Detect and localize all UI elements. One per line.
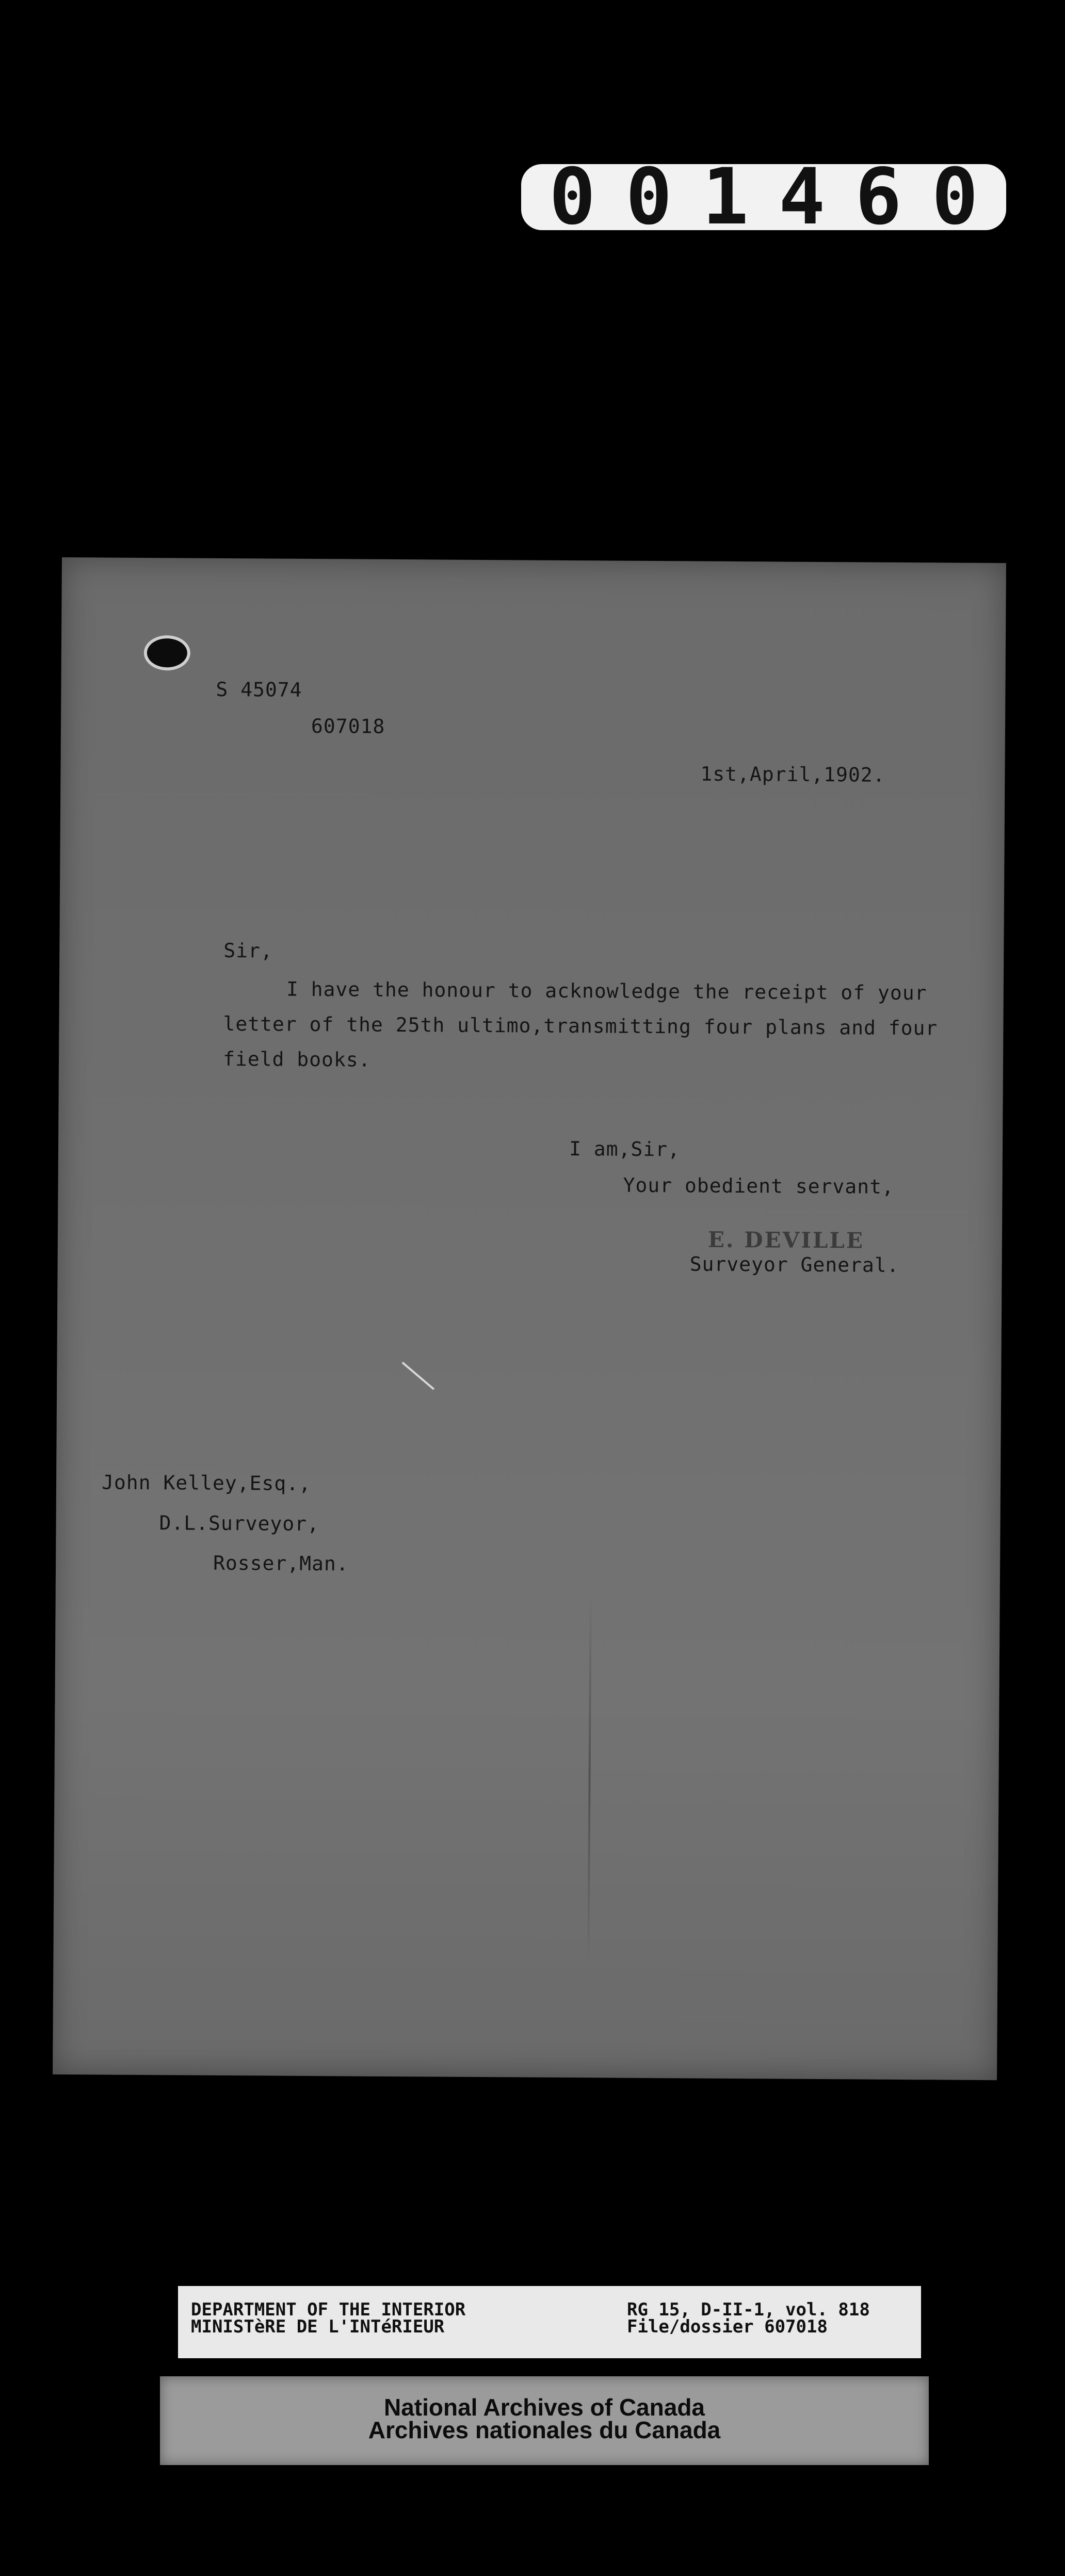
- addressee-name: John Kelley,Esq.,: [101, 1471, 312, 1495]
- archives-name-en: National Archives of Canada: [383, 2394, 705, 2421]
- addressee-location: Rosser,Man.: [213, 1551, 349, 1575]
- letter-date: 1st,April,1902.: [700, 762, 885, 786]
- record-group: RG 15, D-II-1, vol. 818: [627, 2299, 870, 2320]
- body-line: I have the honour to acknowledge the receipt of your: [286, 977, 927, 1005]
- closing-servant: Your obedient servant,: [623, 1173, 895, 1198]
- fold-line: [587, 1592, 591, 1964]
- file-number: 607018: [311, 714, 385, 738]
- department-en: DEPARTMENT OF THE INTERIOR: [191, 2299, 466, 2320]
- closing: I am,Sir,: [569, 1137, 681, 1161]
- file-reference: S 45074: [216, 678, 302, 701]
- frame-number: 001460: [549, 152, 1008, 242]
- letter-page: [53, 557, 1006, 2080]
- department-label: [178, 2286, 921, 2358]
- frame-number-label: [521, 152, 1008, 242]
- signature-stamp: E. DEVILLE: [707, 1227, 865, 1253]
- addressee-title: D.L.Surveyor,: [159, 1511, 320, 1536]
- signer-title: Surveyor General.: [689, 1252, 899, 1277]
- archives-name-fr: Archives nationales du Canada: [368, 2417, 721, 2443]
- file-dossier: File/dossier 607018: [627, 2316, 828, 2337]
- body-line: field books.: [222, 1047, 371, 1071]
- archives-label: [160, 2376, 929, 2465]
- department-fr: MINISTèRE DE L'INTéRIEUR: [191, 2316, 445, 2337]
- salutation: Sir,: [223, 939, 273, 962]
- body-line: letter of the 25th ultimo,transmitting four plans and four: [223, 1012, 938, 1040]
- punch-hole: [144, 635, 190, 671]
- scratch-mark: [402, 1362, 435, 1390]
